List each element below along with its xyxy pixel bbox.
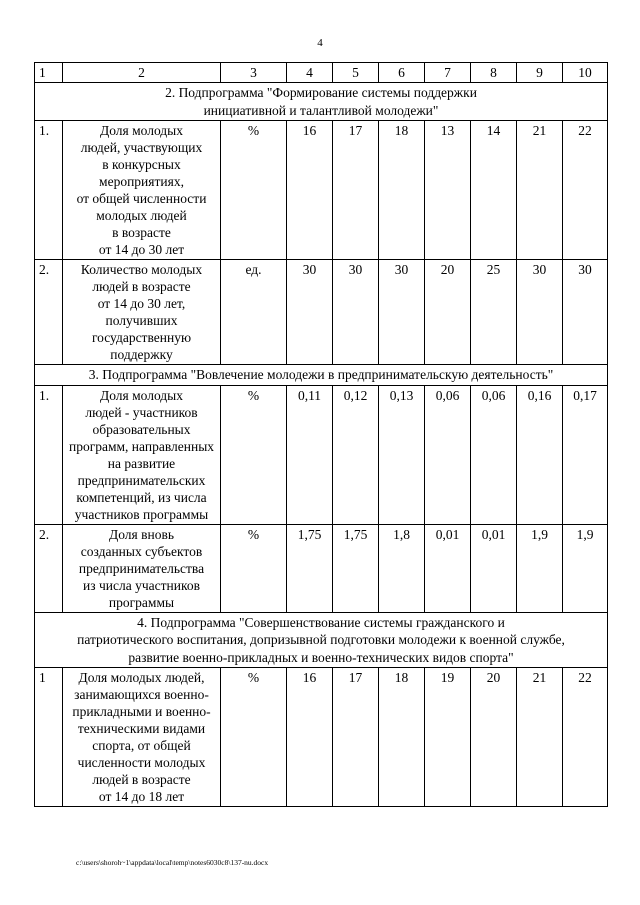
unit-cell: %: [221, 385, 287, 524]
table-row: [35, 668, 608, 807]
value-cell: 25: [471, 260, 517, 365]
table-row: [35, 524, 608, 612]
value-cell: 0,16: [517, 385, 563, 524]
indicator-name: Доля вновь созданных субъектов предпринимательства из числа участников программы: [63, 524, 221, 612]
header-cell: 6: [379, 63, 425, 83]
header-row: [35, 63, 608, 83]
value-cell: 30: [333, 260, 379, 365]
header-cell: 4: [287, 63, 333, 83]
value-cell: 17: [333, 668, 379, 807]
header-cell: 5: [333, 63, 379, 83]
value-cell: 22: [563, 668, 608, 807]
value-cell: 0,11: [287, 385, 333, 524]
value-cell: 21: [517, 668, 563, 807]
value-cell: 18: [379, 121, 425, 260]
header-cell: 9: [517, 63, 563, 83]
value-cell: 1,9: [517, 524, 563, 612]
unit-cell: ед.: [221, 260, 287, 365]
value-cell: 0,13: [379, 385, 425, 524]
header-cell: 1: [35, 63, 63, 83]
row-number: 1.: [35, 121, 63, 260]
value-cell: 30: [379, 260, 425, 365]
value-cell: 22: [563, 121, 608, 260]
section-row: [35, 83, 608, 121]
value-cell: 13: [425, 121, 471, 260]
indicators-table: [34, 62, 608, 807]
row-number: 1.: [35, 385, 63, 524]
value-cell: 0,06: [425, 385, 471, 524]
table-row: [35, 121, 608, 260]
indicator-name: Доля молодых людей - участников образовательных программ, направленных на развитие предпринимательских компетенций, из числа участников программы: [63, 385, 221, 524]
value-cell: 0,12: [333, 385, 379, 524]
value-cell: 20: [425, 260, 471, 365]
header-cell: 8: [471, 63, 517, 83]
value-cell: 30: [517, 260, 563, 365]
row-number: 2.: [35, 260, 63, 365]
section-row: [35, 612, 608, 668]
row-number: 2.: [35, 524, 63, 612]
value-cell: 20: [471, 668, 517, 807]
table-row: [35, 260, 608, 365]
section-title: 4. Подпрограмма "Совершенствование системы гражданского и патриотического воспитания, допризывной подготовки молодежи к военной службе, развитие военно-прикладных и военно-технических видов спорта": [35, 612, 608, 668]
indicator-name: Количество молодых людей в возрасте от 14 до 30 лет, получивших государственную поддержку: [63, 260, 221, 365]
unit-cell: %: [221, 524, 287, 612]
indicator-name: Доля молодых людей, занимающихся военно- прикладными и военно- техническими видами спорта, от общей численности молодых людей в возрасте от 14 до 18 лет: [63, 668, 221, 807]
footer-file-path: c:\users\shoroh~1\appdata\local\temp\notes6030c8\137-nu.docx: [76, 858, 269, 867]
page-number: 4: [317, 37, 323, 49]
section-row: [35, 365, 608, 386]
header-cell: 3: [221, 63, 287, 83]
value-cell: 18: [379, 668, 425, 807]
value-cell: 0,06: [471, 385, 517, 524]
value-cell: 0,17: [563, 385, 608, 524]
value-cell: 1,75: [287, 524, 333, 612]
section-title: 2. Подпрограмма "Формирование системы поддержки инициативной и талантливой молодежи": [35, 83, 608, 121]
unit-cell: %: [221, 121, 287, 260]
header-cell: 10: [563, 63, 608, 83]
value-cell: 0,01: [425, 524, 471, 612]
row-number: 1: [35, 668, 63, 807]
header-cell: 7: [425, 63, 471, 83]
value-cell: 17: [333, 121, 379, 260]
section-title: 3. Подпрограмма "Вовлечение молодежи в предпринимательскую деятельность": [35, 365, 608, 386]
value-cell: 0,01: [471, 524, 517, 612]
indicator-name: Доля молодых людей, участвующих в конкурсных мероприятиях, от общей численности молодых людей в возрасте от 14 до 30 лет: [63, 121, 221, 260]
value-cell: 19: [425, 668, 471, 807]
value-cell: 16: [287, 121, 333, 260]
value-cell: 21: [517, 121, 563, 260]
value-cell: 1,75: [333, 524, 379, 612]
value-cell: 1,8: [379, 524, 425, 612]
value-cell: 30: [563, 260, 608, 365]
table-row: [35, 385, 608, 524]
value-cell: 14: [471, 121, 517, 260]
value-cell: 1,9: [563, 524, 608, 612]
header-cell: 2: [63, 63, 221, 83]
unit-cell: %: [221, 668, 287, 807]
value-cell: 30: [287, 260, 333, 365]
value-cell: 16: [287, 668, 333, 807]
